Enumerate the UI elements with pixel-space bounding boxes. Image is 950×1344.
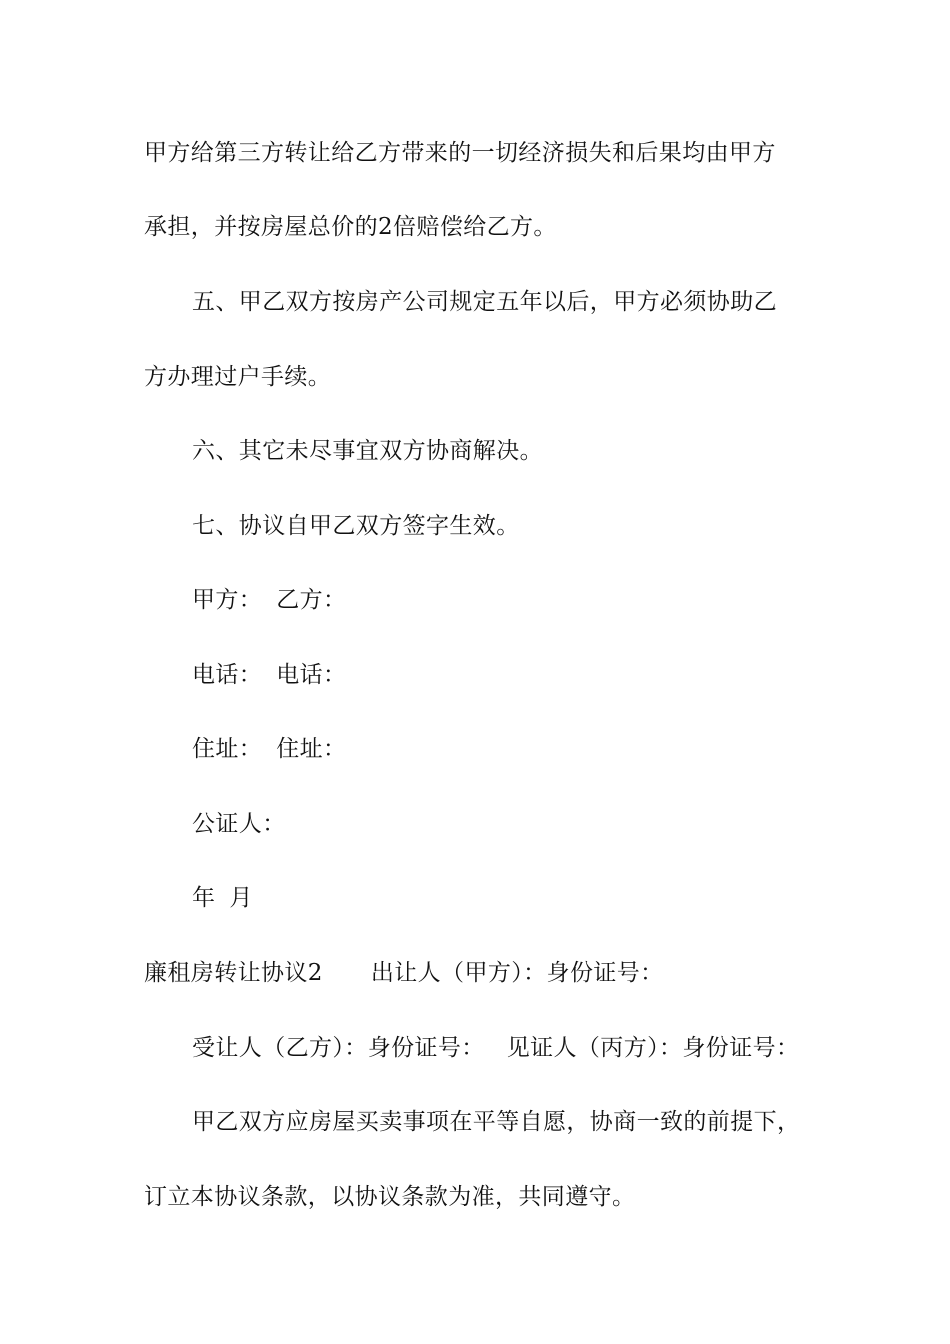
- signature-phone-row: [192, 660, 346, 690]
- agreement2-title: 廉租房转让协议2: [144, 960, 323, 986]
- month-label: 月: [229, 885, 253, 911]
- party-a-label: 甲方：: [192, 587, 263, 613]
- clause-five: 五、甲乙双方按房产公司规定五年以后，甲方必须协助乙: [192, 289, 777, 315]
- paragraph-line: 承担，并按房屋总价的2倍赔偿给乙方。: [144, 214, 557, 240]
- paragraph-line: 方办理过户手续。: [144, 364, 332, 390]
- date-row: [192, 883, 253, 913]
- address-a-label: 住址：: [192, 736, 263, 762]
- paragraph-line: 甲方给第三方转让给乙方带来的一切经济损失和后果均由甲方: [144, 140, 776, 166]
- year-label: 年: [192, 885, 216, 911]
- agreement2-header-row: [144, 958, 664, 988]
- notary-label: 公证人：: [192, 811, 286, 837]
- paragraph-line: 甲乙双方应房屋买卖事项在平等自愿，协商一致的前提下，: [192, 1109, 801, 1135]
- signature-party-row: [192, 585, 346, 615]
- address-b-label: 住址：: [276, 736, 347, 762]
- parties-row: [192, 1033, 799, 1063]
- phone-a-label: 电话：: [192, 662, 263, 688]
- signature-address-row: [192, 734, 346, 764]
- assignor-field: 出让人（甲方）：身份证号：: [370, 960, 664, 986]
- phone-b-label: 电话：: [276, 662, 347, 688]
- witness-field: 见证人（丙方）：身份证号：: [506, 1035, 800, 1061]
- clause-seven: 七、协议自甲乙双方签字生效。: [192, 513, 520, 539]
- clause-six: 六、其它未尽事宜双方协商解决。: [192, 438, 543, 464]
- assignee-field: 受让人（乙方）：身份证号：: [192, 1035, 485, 1061]
- party-b-label: 乙方：: [276, 587, 347, 613]
- paragraph-line: 订立本协议条款，以协议条款为准，共同遵守。: [144, 1184, 636, 1210]
